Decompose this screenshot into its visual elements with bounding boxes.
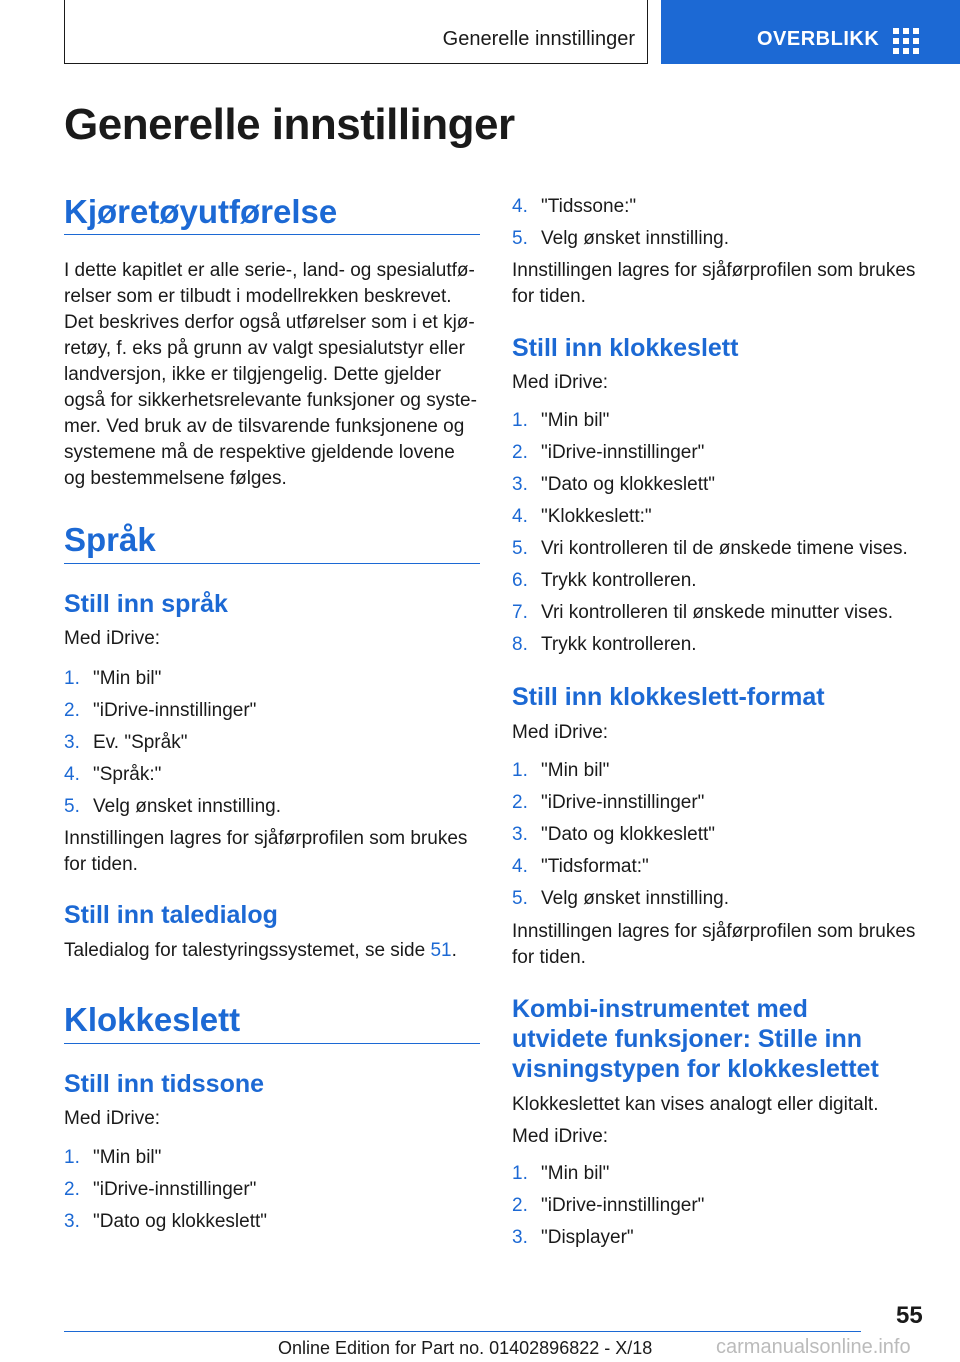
step-number: 4. [512, 506, 528, 527]
title-line: visningstypen for klokkeslettet [512, 1055, 879, 1083]
step-number: 2. [512, 792, 528, 813]
list-item [64, 1211, 484, 1243]
subsection-title-kombi-instrument [512, 994, 879, 1084]
step-text: "Tidssone:" [541, 196, 637, 217]
note-line: for tiden. [512, 947, 586, 968]
taledialog-period: . [451, 940, 457, 961]
list-item [64, 1147, 484, 1179]
para-line: også for sikkerhetsrelevante funksjoner og syste‐ [64, 390, 477, 411]
step-number: 5. [512, 228, 528, 249]
step-text: Trykk kontrolleren. [541, 634, 697, 655]
step-text: "Min bil" [541, 1163, 610, 1184]
header-section-box [64, 0, 648, 64]
list-item [512, 506, 932, 538]
step-number: 3. [512, 474, 528, 495]
step-number: 4. [512, 856, 528, 877]
step-number: 4. [64, 764, 80, 785]
list-item [512, 760, 932, 792]
step-text: Vri kontrolleren til ønskede minutter vises. [541, 602, 893, 623]
step-text: "Dato og klokkeslett" [541, 824, 716, 845]
step-number: 1. [512, 760, 528, 781]
step-number: 4. [512, 196, 528, 217]
step-text: "iDrive-innstillinger" [93, 700, 257, 721]
list-item [512, 1227, 932, 1259]
subsection-title-klokkeslett: Still inn klokkeslett [512, 334, 739, 362]
step-text: "Dato og klokkeslett" [541, 474, 716, 495]
step-text: "Språk:" [93, 764, 162, 785]
step-text: "Klokkeslett:" [541, 506, 652, 527]
list-item [512, 856, 932, 888]
section-title-kjoretoyutforelse: Kjøretøyutførelse [64, 193, 338, 230]
intro-text: Med iDrive: [64, 1108, 161, 1129]
note-text [512, 258, 942, 310]
list-item [512, 634, 932, 666]
para-line: retøy, f. eks på grunn av valgt spesialutstyr eller [64, 338, 465, 359]
intro-text: Med iDrive: [64, 628, 161, 649]
step-text: "Min bil" [93, 1147, 162, 1168]
list-item [512, 196, 932, 228]
list-item [512, 792, 932, 824]
watermark: carmanualsonline.info [716, 1336, 911, 1358]
subsection-title-still-inn-sprak: Still inn språk [64, 590, 228, 618]
note-line: Innstillingen lagres for sjåførprofilen som brukes [512, 921, 916, 942]
list-item [512, 474, 932, 506]
subsection-title-klokkeslett-format: Still inn klokkeslett-format [512, 683, 825, 711]
subsection-title-taledialog: Still inn taledialog [64, 901, 278, 929]
step-number: 2. [512, 442, 528, 463]
list-item [512, 570, 932, 602]
step-text: "iDrive-innstillinger" [93, 1179, 257, 1200]
list-item [64, 668, 484, 700]
para-line: relser som er tilbudt i modellrekken beskrevet. [64, 286, 452, 307]
step-number: 3. [64, 732, 80, 753]
note-text [512, 919, 942, 971]
step-number: 8. [512, 634, 528, 655]
step-number: 1. [512, 1163, 528, 1184]
list-item [512, 888, 932, 920]
step-number: 1. [64, 668, 80, 689]
para-line: og bestemmelsene følges. [64, 468, 287, 489]
step-text: "Min bil" [541, 410, 610, 431]
list-item [512, 228, 932, 260]
footer-edition-text: Online Edition for Part no. 01402896822 - X/18 [278, 1338, 653, 1358]
title-line: Kombi-instrumentet med [512, 995, 808, 1023]
list-item [512, 538, 932, 570]
intro-text: Med iDrive: [512, 722, 609, 743]
page-number: 55 [896, 1302, 923, 1329]
step-number: 5. [64, 796, 80, 817]
list-item [512, 442, 932, 474]
steps-list-tidssone-cont [512, 196, 932, 260]
steps-list-tidssone [64, 1147, 484, 1243]
step-number: 2. [512, 1195, 528, 1216]
steps-list-sprak [64, 668, 484, 828]
subsection-title-tidssone: Still inn tidssone [64, 1070, 265, 1098]
step-text: "iDrive-innstillinger" [541, 442, 705, 463]
para-line: landversjon, ikke er tilgjengelig. Dette gjelder [64, 364, 442, 385]
step-number: 7. [512, 602, 528, 623]
step-number: 1. [512, 410, 528, 431]
section-title-klokkeslett: Klokkeslett [64, 1001, 241, 1038]
steps-list-klokkeslett [512, 410, 932, 666]
step-number: 2. [64, 700, 80, 721]
list-item [512, 1195, 932, 1227]
grid-icon [893, 28, 921, 54]
step-text: "iDrive-innstillinger" [541, 792, 705, 813]
page-link[interactable]: 51 [430, 940, 452, 961]
step-text: Velg ønsket innstilling. [93, 796, 281, 817]
para-line: I dette kapitlet er alle serie-, land- og spesialutfø‐ [64, 260, 475, 281]
header-section-title: Generelle innstillinger [442, 28, 635, 50]
step-text: "iDrive-innstillinger" [541, 1195, 705, 1216]
para-line: mer. Ved bruk av de tilsvarende funksjonene og [64, 416, 465, 437]
note-line: Innstillingen lagres for sjåførprofilen som brukes [512, 260, 916, 281]
intro-text: Med iDrive: [512, 372, 609, 393]
step-text: Vri kontrolleren til de ønskede timene vises. [541, 538, 908, 559]
footer-rule [64, 1331, 861, 1332]
step-number: 5. [512, 538, 528, 559]
step-text: Ev. "Språk" [93, 732, 188, 753]
overview-label: OVERBLIKK [757, 28, 880, 50]
step-number: 6. [512, 570, 528, 591]
step-number: 2. [64, 1179, 80, 1200]
kombi-description: Klokkeslettet kan vises analogt eller digitalt. [512, 1094, 879, 1115]
step-number: 3. [64, 1211, 80, 1232]
kjoretoy-paragraph [64, 258, 494, 492]
para-line: systemene må de respektive gjeldende lovene [64, 442, 455, 463]
section-rule [64, 234, 480, 235]
step-number: 1. [64, 1147, 80, 1168]
steps-list-kombi [512, 1163, 932, 1259]
step-number: 5. [512, 888, 528, 909]
note-text [64, 826, 494, 878]
step-text: "Displayer" [541, 1227, 634, 1248]
note-line: for tiden. [64, 854, 138, 875]
list-item [64, 732, 484, 764]
steps-list-format [512, 760, 932, 920]
list-item [64, 1179, 484, 1211]
note-line: Innstillingen lagres for sjåførprofilen som brukes [64, 828, 468, 849]
taledialog-sentence: Taledialog for talestyringssystemet, se side [64, 940, 431, 961]
section-rule [64, 563, 480, 564]
section-rule [64, 1043, 480, 1044]
intro-text: Med iDrive: [512, 1126, 609, 1147]
step-text: Velg ønsket innstilling. [541, 888, 729, 909]
step-text: "Dato og klokkeslett" [93, 1211, 268, 1232]
overview-button[interactable] [661, 0, 960, 64]
step-text: "Min bil" [541, 760, 610, 781]
list-item [64, 796, 484, 828]
taledialog-text [64, 938, 457, 964]
step-text: "Tidsformat:" [541, 856, 649, 877]
list-item [64, 700, 484, 732]
list-item [512, 410, 932, 442]
note-line: for tiden. [512, 286, 586, 307]
step-text: "Min bil" [93, 668, 162, 689]
para-line: Det beskrives derfor også utførelser som i et kjø‐ [64, 312, 475, 333]
list-item [64, 764, 484, 796]
list-item [512, 602, 932, 634]
section-title-sprak: Språk [64, 521, 156, 558]
step-text: Trykk kontrolleren. [541, 570, 697, 591]
page-title: Generelle innstillinger [64, 100, 515, 149]
list-item [512, 1163, 932, 1195]
title-line: utvidete funksjoner: Stille inn [512, 1025, 863, 1053]
step-number: 3. [512, 1227, 528, 1248]
list-item [512, 824, 932, 856]
step-number: 3. [512, 824, 528, 845]
step-text: Velg ønsket innstilling. [541, 228, 729, 249]
